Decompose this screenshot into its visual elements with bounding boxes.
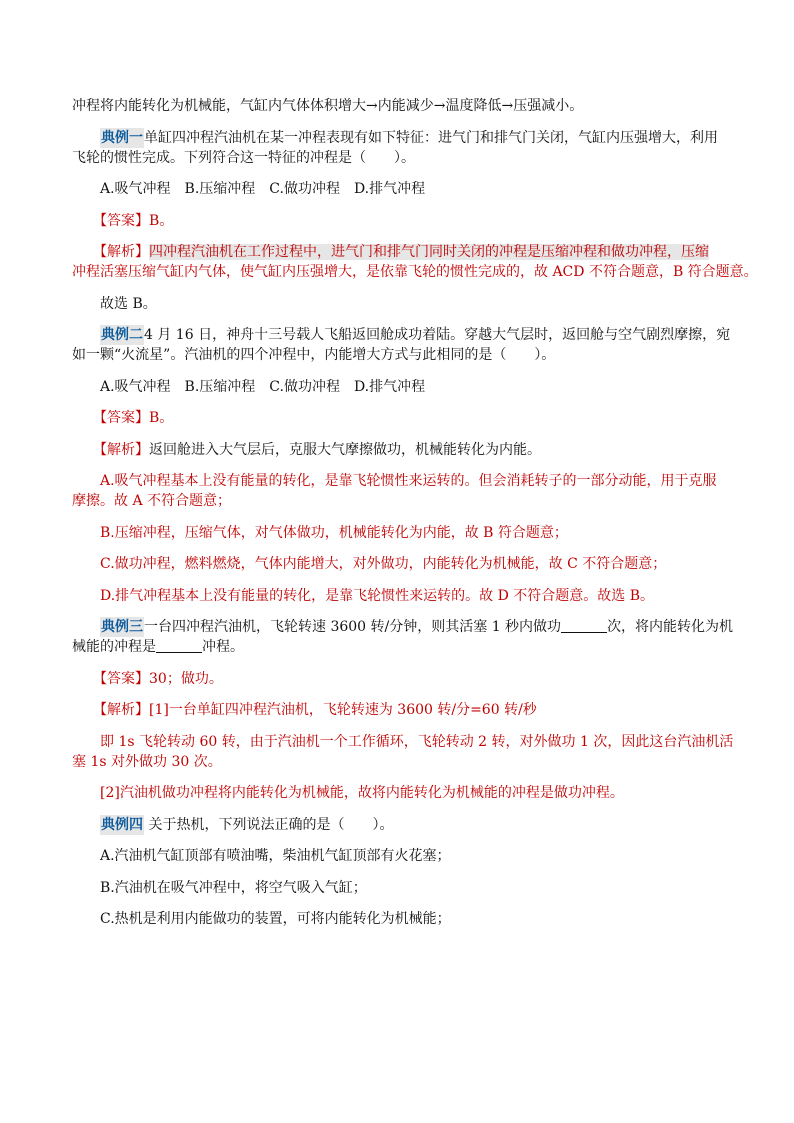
fill-blank-1[interactable] [561, 618, 607, 633]
example-1-tag: 典例一 [101, 129, 143, 146]
intro-text: 冲程将内能转化为机械能，气缸内气体体积增大→内能减少→温度降低→压强减小。 [72, 98, 584, 114]
fill-blank-2[interactable] [156, 638, 202, 653]
example-1-question-line-2: 飞轮的惯性完成。下列符合这一特征的冲程是（ ）。 [72, 149, 415, 166]
example-3-analysis-line-2-wrap [72, 732, 734, 752]
answer-value: 30；做功。 [149, 670, 223, 687]
example-1 [72, 128, 758, 314]
option-a-analysis-line-1: A.吸气冲程基本上没有能量的转化，是靠飞轮惯性来运转的。但会消耗转子的一部分动能，用于克服 [100, 473, 717, 489]
example-2-options-text: A.吸气冲程 B.压缩冲程 C.做功冲程 D.排气冲程 [100, 378, 426, 395]
example-4-option-b [72, 878, 724, 898]
example-4-tag: 典例四 [101, 816, 143, 833]
analysis-label: 【解析】 [100, 244, 149, 260]
analysis-line-1: [1]一台单缸四冲程汽油机，飞轮转速为 3600 转/分=60 转/秒 [149, 702, 537, 718]
example-2-analysis [72, 440, 724, 460]
answer-label: 【答案】 [100, 410, 149, 426]
example-2-option-d-analysis [72, 586, 724, 606]
example-1-question-line-1: 单缸四冲程汽油机在某一冲程表现有如下特征：进气门和排气门关闭，气缸内压强增大，利用 [144, 129, 718, 146]
option-c-analysis: C.做功冲程，燃料燃烧，气体内能增大，对外做功，内能转化为机械能，故 C 不符合题意； [100, 556, 667, 572]
option-b-analysis: B.压缩冲程，压缩气体，对气体做功，机械能转化为内能，故 B 符合题意； [100, 524, 568, 541]
answer-value: B。 [149, 410, 174, 426]
example-4-question [72, 815, 724, 835]
conclusion-text: 故选 B。 [100, 295, 157, 312]
example-3-question-part-3: 械能的冲程是 [72, 639, 156, 655]
example-2-question-line-2: 如一颗“火流星”。汽油机的四个冲程中，内能增大方式与此相同的是（ ）。 [72, 347, 556, 363]
analysis-label: 【解析】 [100, 702, 149, 718]
example-2-tag: 典例二 [101, 327, 143, 343]
example-4-question-line-1: 关于热机，下列说法正确的是（ ）。 [148, 816, 394, 833]
analysis-line-2: 即 1s 飞轮转动 60 转，由于汽油机一个工作循环，飞轮转动 2 转，对外做功 1 次，因此这台汽油机活 [100, 733, 734, 750]
example-3-answer [72, 669, 724, 689]
document-content [72, 96, 758, 941]
example-3-question [72, 617, 734, 637]
example-1-options [72, 179, 724, 199]
option-a-text: A.汽油机气缸顶部有喷油嘴，柴油机气缸顶部有火花塞； [100, 848, 451, 864]
example-3-analysis-line-4-wrap [72, 783, 724, 803]
option-c-text: C.热机是利用内能做功的装置，可将内能转化为机械能； [100, 911, 451, 927]
example-1-answer [72, 211, 724, 231]
analysis-line-1: 返回舱进入大气层后，克服大气摩擦做功，机械能转化为内能。 [149, 441, 541, 458]
example-3-question-part-1: 一台四冲程汽油机，飞轮转速 3600 转/分钟，则其活塞 1 秒内做功 [144, 619, 562, 635]
example-4-option-c [72, 909, 724, 929]
answer-label: 【答案】 [100, 212, 149, 229]
analysis-line-2-wrap [72, 262, 758, 282]
example-2-question-line-1: 4 月 16 日，神舟十三号载人飞船返回舱成功着陆。穿越大气层时，返回舱与空气剧烈摩擦，宛 [144, 327, 731, 343]
example-3-analysis [72, 700, 724, 720]
analysis-line-1: 四冲程汽油机在工作过程中，进气门和排气门同时关闭的冲程是压缩冲程和做功冲程，压缩 [149, 244, 709, 260]
example-3-question-line-2 [72, 637, 724, 657]
example-2-option-c-analysis [72, 554, 724, 574]
example-2-option-a-analysis [72, 471, 724, 491]
answer-value: B。 [149, 212, 174, 229]
example-3-tag: 典例三 [101, 619, 143, 635]
answer-label: 【答案】 [100, 670, 149, 687]
analysis-label: 【解析】 [100, 441, 149, 458]
example-3-question-part-4: 冲程。 [202, 639, 244, 655]
analysis-line-2: 冲程活塞压缩气缸内气体，使气缸内压强增大，是依靠飞轮的惯性完成的，故 ACD 不符合题意，B 符合题意。 [72, 264, 758, 280]
option-d-analysis: D.排气冲程基本上没有能量的转化，是靠飞轮惯性来运转的。故 D 不符合题意。故选 B。 [100, 587, 655, 604]
example-2-question [72, 325, 731, 345]
example-1-conclusion [72, 294, 724, 314]
example-2-answer [72, 408, 724, 428]
option-b-text: B.汽油机在吸气冲程中，将空气吸入气缸； [100, 879, 367, 896]
example-4-option-a [72, 846, 724, 866]
example-2-option-b-analysis [72, 523, 724, 543]
example-1-question [72, 128, 724, 148]
analysis-line-4: [2]汽油机做功冲程将内能转化为机械能，故将内能转化为机械能的冲程是做功冲程。 [100, 785, 624, 801]
example-3 [72, 617, 734, 803]
example-1-options-text: A.吸气冲程 B.压缩冲程 C.做功冲程 D.排气冲程 [100, 181, 426, 197]
example-2-options [72, 377, 724, 397]
analysis-line-3: 塞 1s 对外做功 30 次。 [72, 753, 222, 770]
example-2 [72, 325, 731, 606]
option-a-analysis-line-2: 摩擦。故 A 不符合题意； [72, 493, 232, 509]
example-3-question-part-2: 次，将内能转化为机 [607, 619, 734, 635]
example-4 [72, 815, 724, 930]
example-1-analysis [72, 242, 724, 262]
